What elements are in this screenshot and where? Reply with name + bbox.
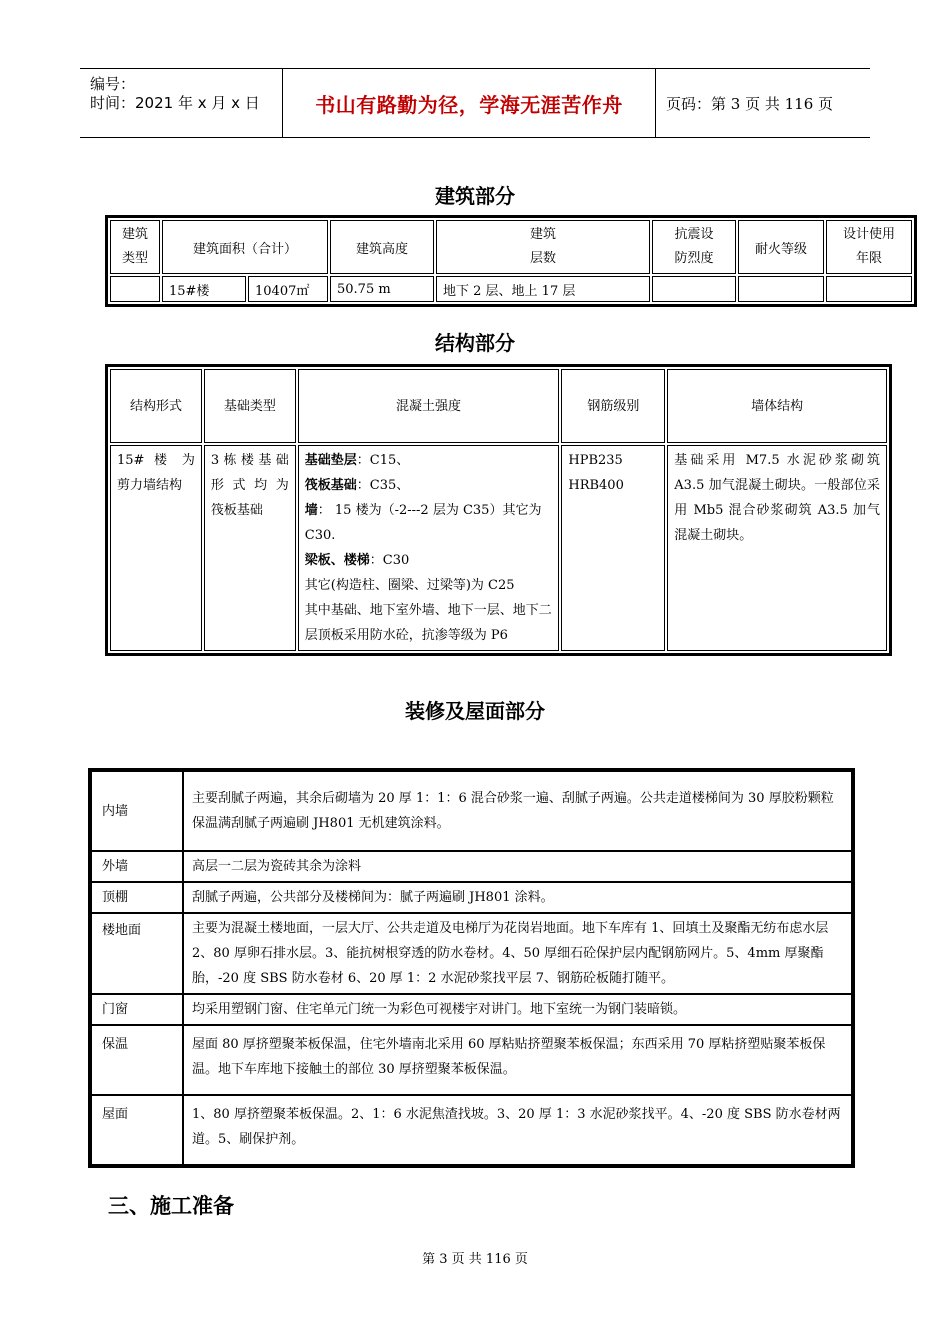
row-label: 外墙 — [91, 851, 183, 882]
table-header-cell: 建筑 层数 — [436, 220, 650, 274]
page-info: 页码：第 3 页 共 116 页 — [666, 94, 834, 113]
concrete-strength-cell — [298, 445, 560, 651]
table-header-cell: 钢筋级别 — [561, 369, 665, 443]
rebar-grade: HPB235 — [568, 453, 623, 468]
row-label: 屋面 — [91, 1095, 183, 1165]
table-row — [91, 851, 852, 882]
structure-form-cell: 15# 楼 为 剪力墙结构 — [110, 445, 202, 651]
row-label: 顶棚 — [91, 882, 183, 913]
table-cell: 15#楼 — [162, 276, 246, 302]
table-row — [91, 994, 852, 1025]
table-cell — [738, 276, 824, 302]
row-value: 主要刮腻子两遍，其余后砌墙为 20 厚 1：1：6 混合砂浆一遍、刮腻子两遍。公共走道楼梯间为 30 厚胶粉颗粒保温满刮腻子两遍刷 JH801 无机建筑涂料。 — [183, 771, 852, 851]
table-header-cell: 混凝土强度 — [298, 369, 560, 443]
concrete-item-value: ： 15 楼为（-2---2 层为 C35）其它为 C30. — [304, 503, 542, 543]
building-table — [105, 215, 917, 307]
wall-structure-cell: 基础采用 M7.5 水泥砂浆砌筑 A3.5 加气混凝土砌块。一般部位采用 Mb5 混合砂浆砌筑 A3.5 加气混凝土砌块。 — [667, 445, 887, 651]
table-cell — [826, 276, 912, 302]
concrete-item-label: 基础垫层 — [304, 453, 357, 468]
table-header-cell: 耐火等级 — [738, 220, 824, 274]
page-header — [80, 68, 870, 138]
table-header-cell: 抗震设 防烈度 — [652, 220, 736, 274]
table-row — [91, 1025, 852, 1095]
rebar-grade-cell — [561, 445, 665, 651]
table-row — [91, 771, 852, 851]
section-title-structure: 结构部分 — [435, 331, 515, 355]
row-value: 屋面 80 厚挤塑聚苯板保温，住宅外墙南北采用 60 厚粘贴挤塑聚苯板保温；东西采用 70 厚粘挤塑贴聚苯板保温。地下车库地下接触土的部位 30 厚挤塑聚苯板保温。 — [183, 1025, 852, 1095]
concrete-line — [305, 498, 553, 548]
table-row — [110, 276, 912, 302]
table-cell — [110, 276, 160, 302]
table-row — [91, 882, 852, 913]
row-label: 门窗 — [91, 994, 183, 1025]
document-number: 编号： — [90, 75, 136, 93]
row-label: 楼地面 — [91, 913, 183, 994]
motto: 书山有路勤为径，学海无涯苦作舟 — [315, 92, 623, 117]
header-meta — [80, 69, 283, 137]
table-header-cell: 建筑面积（合计） — [162, 220, 328, 274]
table-header-cell: 结构形式 — [110, 369, 202, 443]
row-value: 高层一二层为瓷砖其余为涂料 — [183, 851, 852, 882]
row-value: 刮腻子两遍，公共部分及楼梯间为：腻子两遍刷 JH801 涂料。 — [183, 882, 852, 913]
table-header-cell: 设计使用 年限 — [826, 220, 912, 274]
table-header-row — [110, 220, 912, 274]
concrete-item-label: 梁板、楼梯 — [304, 553, 370, 568]
table-header-cell: 基础类型 — [204, 369, 296, 443]
row-value: 1、80 厚挤塑聚苯板保温。2、1：6 水泥焦渣找坡。3、20 厚 1：3 水泥砂浆找平。4、-20 度 SBS 防水卷材两道。5、刷保护剂。 — [183, 1095, 852, 1165]
page-footer: 第 3 页 共 116 页 — [422, 1252, 528, 1267]
table-cell: 10407㎡ — [248, 276, 328, 302]
decoration-table — [88, 768, 855, 1168]
table-header-cell: 建筑高度 — [330, 220, 434, 274]
section-title-decoration: 装修及屋面部分 — [405, 699, 545, 723]
header-motto-cell — [283, 69, 656, 137]
foundation-type-cell: 3 栋 楼 基 础形 式 均 为 筏板基础 — [204, 445, 296, 651]
concrete-line — [305, 473, 553, 498]
document-date: 时间：2021 年 x 月 x 日 — [90, 94, 260, 112]
table-header-cell: 墙体结构 — [667, 369, 887, 443]
concrete-item-value: ：C35、 — [356, 478, 410, 493]
table-row — [110, 445, 887, 651]
row-value: 主要为混凝土楼地面，一层大厅、公共走道及电梯厅为花岗岩地面。地下车库有 1、回填土及聚酯无纺布虑水层 2、80 厚卵石排水层。3、能抗树根穿透的防水卷材。4、50 厚细石砼保护层内配钢筋网片。5、4mm 厚聚酯胎，-20 度 SBS 防水卷材 6、20 厚 1：2 水泥砂浆找平层 7、钢筋砼板随打随平。 — [183, 913, 852, 994]
concrete-item-value: ：C30 — [369, 553, 410, 568]
concrete-line — [305, 448, 553, 473]
row-label: 保温 — [91, 1025, 183, 1095]
rebar-grade: HRB400 — [568, 478, 624, 493]
header-page-cell — [656, 69, 870, 137]
row-value: 均采用塑钢门窗、住宅单元门统一为彩色可视楼宇对讲门。地下室统一为钢门装暗锁。 — [183, 994, 852, 1025]
concrete-line — [305, 548, 553, 573]
table-cell: 50.75 m — [330, 276, 434, 302]
concrete-item-label: 墙 — [304, 503, 318, 518]
section-title-building: 建筑部分 — [435, 184, 515, 208]
table-header-cell: 建筑 类型 — [110, 220, 160, 274]
section-heading-construction-prep: 三、施工准备 — [108, 1194, 234, 1218]
table-header-row — [110, 369, 887, 443]
table-cell: 地下 2 层、地上 17 层 — [436, 276, 650, 302]
concrete-line: 其中基础、地下室外墙、地下一层、地下二层顶板采用防水砼，抗渗等级为 P6 — [304, 603, 552, 643]
concrete-item-label: 筏板基础 — [304, 478, 357, 493]
table-row — [91, 913, 852, 994]
row-label: 内墙 — [91, 771, 183, 851]
table-cell — [652, 276, 736, 302]
concrete-line: 其它(构造柱、圈梁、过梁等)为 C25 — [304, 578, 515, 593]
concrete-item-value: ：C15、 — [356, 453, 410, 468]
structure-table — [105, 364, 892, 656]
table-row — [91, 1095, 852, 1165]
